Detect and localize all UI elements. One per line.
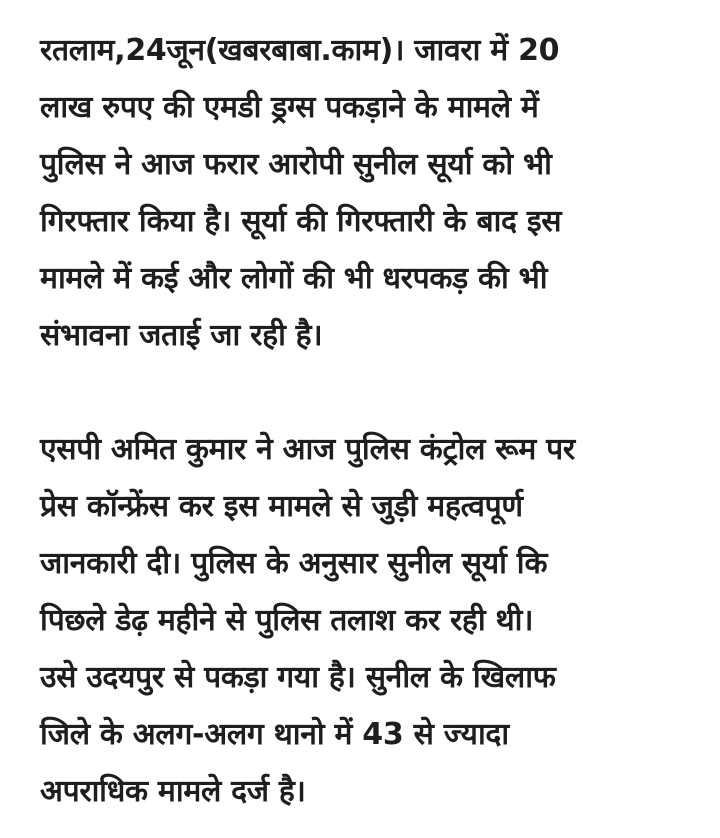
paragraph-line: जानकारी दी। पुलिस के अनुसार सुनील सूर्या कि xyxy=(40,546,548,581)
paragraph-line: लाख रुपए की एमडी ड्रग्स पकड़ाने के मामले में xyxy=(40,90,539,125)
paragraph-line: रतलाम,24जून(खबरबाबा.काम)। जावरा में 20 xyxy=(40,33,560,68)
article-paragraph-2 xyxy=(40,421,700,820)
paragraph-line: मामले में कई और लोगों की भी धरपकड़ की भी xyxy=(40,261,548,296)
article-paragraph-1 xyxy=(40,22,700,364)
paragraph-line: संभावना जताई जा रही है। xyxy=(40,318,323,353)
paragraph-line: प्रेस कॉन्फ्रेंस कर इस मामले से जुड़ी महत्वपूर्ण xyxy=(40,489,523,524)
paragraph-line: गिरफ्तार किया है। सूर्या की गिरफ्तारी के बाद इस xyxy=(40,204,562,239)
paragraph-line: पिछले डेढ़ महीने से पुलिस तलाश कर रही थी। xyxy=(40,603,534,638)
news-article xyxy=(40,22,700,820)
paragraph-line: जिले के अलग-अलग थानो में 43 से ज्यादा xyxy=(40,717,509,752)
paragraph-line: पुलिस ने आज फरार आरोपी सुनील सूर्या को भी xyxy=(40,147,552,182)
paragraph-line: उसे उदयपुर से पकड़ा गया है। सुनील के खिलाफ xyxy=(40,660,556,695)
paragraph-line: एसपी अमित कुमार ने आज पुलिस कंट्रोल रूम पर xyxy=(40,432,575,467)
paragraph-line: अपराधिक मामले दर्ज है। xyxy=(40,774,306,809)
paragraph-spacer xyxy=(40,364,700,421)
